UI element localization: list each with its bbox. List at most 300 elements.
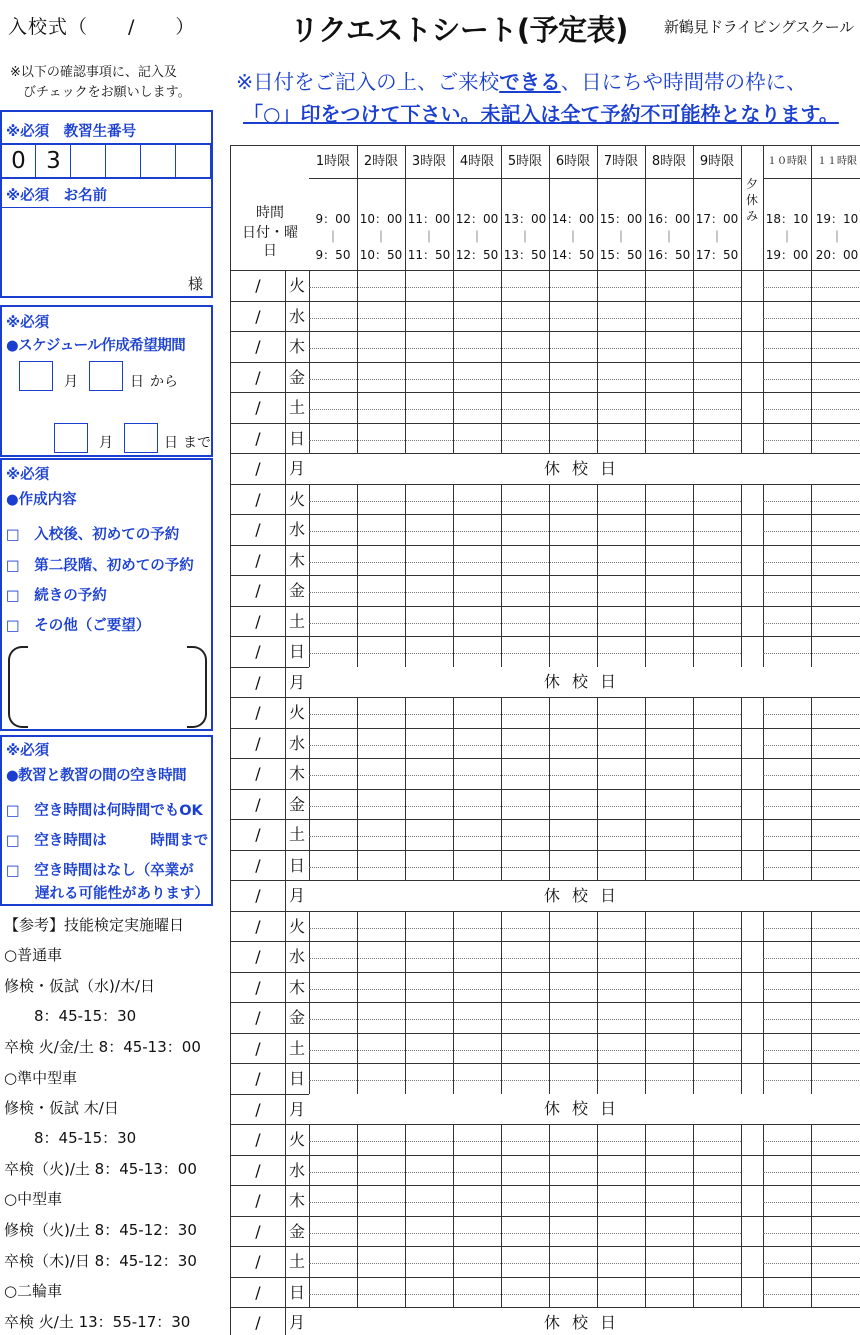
time-slot-cell[interactable]	[501, 1033, 549, 1064]
time-slot-cell[interactable]	[357, 1185, 405, 1216]
time-slot-cell[interactable]	[501, 545, 549, 576]
time-slot-cell[interactable]	[549, 514, 597, 545]
time-slot-cell[interactable]	[405, 758, 453, 789]
date-input[interactable]: /	[255, 1069, 261, 1088]
time-slot-cell[interactable]	[597, 911, 645, 942]
time-slot-cell[interactable]	[693, 545, 741, 576]
time-slot-cell[interactable]	[549, 362, 597, 393]
time-slot-cell[interactable]	[811, 972, 860, 1003]
time-slot-cell[interactable]	[811, 728, 860, 759]
time-slot-cell[interactable]	[645, 1124, 693, 1155]
time-slot-cell[interactable]	[405, 1033, 453, 1064]
date-input[interactable]: /	[255, 611, 261, 631]
time-slot-cell[interactable]	[763, 1246, 811, 1277]
time-slot-cell[interactable]	[309, 1033, 357, 1064]
option-continue[interactable]: □ 続きの予約	[6, 588, 107, 604]
time-slot-cell[interactable]	[645, 331, 693, 362]
time-slot-cell[interactable]	[693, 1277, 741, 1308]
time-slot-cell[interactable]	[309, 941, 357, 972]
time-slot-cell[interactable]	[309, 606, 357, 637]
time-slot-cell[interactable]	[597, 575, 645, 606]
time-slot-cell[interactable]	[693, 331, 741, 362]
time-slot-cell[interactable]	[549, 1063, 597, 1094]
time-slot-cell[interactable]	[453, 1063, 501, 1094]
time-slot-cell[interactable]	[453, 1185, 501, 1216]
time-slot-cell[interactable]	[405, 636, 453, 667]
time-slot-cell[interactable]	[811, 423, 860, 454]
time-slot-cell[interactable]	[549, 1033, 597, 1064]
date-input[interactable]: /	[255, 306, 261, 326]
time-slot-cell[interactable]	[309, 819, 357, 850]
date-input[interactable]: /	[255, 886, 261, 905]
time-slot-cell[interactable]	[645, 850, 693, 881]
time-slot-cell[interactable]	[501, 1185, 549, 1216]
time-slot-cell[interactable]	[357, 728, 405, 759]
time-slot-cell[interactable]	[645, 972, 693, 1003]
date-input[interactable]: /	[255, 733, 261, 753]
time-slot-cell[interactable]	[309, 850, 357, 881]
time-slot-cell[interactable]	[357, 270, 405, 301]
time-slot-cell[interactable]	[645, 1185, 693, 1216]
time-slot-cell[interactable]	[693, 789, 741, 820]
time-slot-cell[interactable]	[693, 575, 741, 606]
time-slot-cell[interactable]	[597, 1155, 645, 1186]
time-slot-cell[interactable]	[501, 972, 549, 1003]
time-slot-cell[interactable]	[309, 484, 357, 515]
time-slot-cell[interactable]	[309, 1063, 357, 1094]
time-slot-cell[interactable]	[549, 606, 597, 637]
time-slot-cell[interactable]	[811, 392, 860, 423]
time-slot-cell[interactable]	[357, 301, 405, 332]
time-slot-cell[interactable]	[645, 1002, 693, 1033]
time-slot-cell[interactable]	[763, 606, 811, 637]
student-number-field[interactable]	[0, 143, 213, 179]
time-slot-cell[interactable]	[645, 484, 693, 515]
time-slot-cell[interactable]	[763, 758, 811, 789]
time-slot-cell[interactable]	[597, 392, 645, 423]
date-input[interactable]: /	[255, 1160, 261, 1180]
student-number-digit[interactable]	[177, 145, 211, 177]
time-slot-cell[interactable]	[645, 941, 693, 972]
time-slot-cell[interactable]	[549, 423, 597, 454]
time-slot-cell[interactable]	[693, 606, 741, 637]
time-slot-cell[interactable]	[405, 1216, 453, 1247]
time-slot-cell[interactable]	[597, 362, 645, 393]
option-first-reservation[interactable]: □ 入校後、初めての予約	[6, 527, 180, 543]
time-slot-cell[interactable]	[357, 575, 405, 606]
time-slot-cell[interactable]	[501, 819, 549, 850]
option-second-stage[interactable]: □ 第二段階、初めての予約	[6, 558, 194, 574]
start-day-input[interactable]	[89, 361, 123, 391]
time-slot-cell[interactable]	[453, 941, 501, 972]
student-number-digit[interactable]	[107, 145, 141, 177]
date-input[interactable]: /	[255, 1221, 261, 1241]
time-slot-cell[interactable]	[501, 514, 549, 545]
time-slot-cell[interactable]	[501, 270, 549, 301]
time-slot-cell[interactable]	[357, 423, 405, 454]
time-slot-cell[interactable]	[405, 728, 453, 759]
time-slot-cell[interactable]	[811, 606, 860, 637]
time-slot-cell[interactable]	[309, 636, 357, 667]
time-slot-cell[interactable]	[693, 270, 741, 301]
time-slot-cell[interactable]	[645, 1277, 693, 1308]
time-slot-cell[interactable]	[645, 423, 693, 454]
time-slot-cell[interactable]	[597, 301, 645, 332]
time-slot-cell[interactable]	[309, 697, 357, 728]
time-slot-cell[interactable]	[405, 911, 453, 942]
time-slot-cell[interactable]	[693, 392, 741, 423]
time-slot-cell[interactable]	[597, 1185, 645, 1216]
date-input[interactable]: /	[255, 1130, 261, 1149]
time-slot-cell[interactable]	[597, 941, 645, 972]
time-slot-cell[interactable]	[763, 1185, 811, 1216]
time-slot-cell[interactable]	[597, 514, 645, 545]
date-input[interactable]: /	[255, 1313, 261, 1332]
date-input[interactable]: /	[255, 642, 261, 661]
date-input[interactable]: /	[255, 916, 261, 936]
time-slot-cell[interactable]	[763, 911, 811, 942]
time-slot-cell[interactable]	[309, 1124, 357, 1155]
date-input[interactable]: /	[255, 520, 261, 539]
end-day-input[interactable]	[124, 423, 158, 453]
time-slot-cell[interactable]	[309, 1277, 357, 1308]
time-slot-cell[interactable]	[693, 636, 741, 667]
time-slot-cell[interactable]	[309, 911, 357, 942]
time-slot-cell[interactable]	[357, 972, 405, 1003]
time-slot-cell[interactable]	[549, 850, 597, 881]
time-slot-cell[interactable]	[597, 697, 645, 728]
time-slot-cell[interactable]	[693, 1216, 741, 1247]
time-slot-cell[interactable]	[597, 758, 645, 789]
time-slot-cell[interactable]	[693, 911, 741, 942]
date-input[interactable]: /	[255, 428, 261, 448]
time-slot-cell[interactable]	[453, 545, 501, 576]
gap-option-limit[interactable]: □ 空き時間は 時間まで	[6, 833, 209, 849]
time-slot-cell[interactable]	[357, 1155, 405, 1186]
time-slot-cell[interactable]	[811, 1063, 860, 1094]
time-slot-cell[interactable]	[453, 270, 501, 301]
date-input[interactable]: /	[255, 489, 261, 509]
time-slot-cell[interactable]	[645, 575, 693, 606]
time-slot-cell[interactable]	[453, 850, 501, 881]
time-slot-cell[interactable]	[811, 1246, 860, 1277]
time-slot-cell[interactable]	[549, 1185, 597, 1216]
time-slot-cell[interactable]	[645, 1216, 693, 1247]
time-slot-cell[interactable]	[501, 758, 549, 789]
time-slot-cell[interactable]	[501, 941, 549, 972]
time-slot-cell[interactable]	[811, 636, 860, 667]
time-slot-cell[interactable]	[453, 789, 501, 820]
time-slot-cell[interactable]	[357, 941, 405, 972]
time-slot-cell[interactable]	[693, 301, 741, 332]
time-slot-cell[interactable]	[453, 1033, 501, 1064]
time-slot-cell[interactable]	[763, 301, 811, 332]
time-slot-cell[interactable]	[693, 1155, 741, 1186]
time-slot-cell[interactable]	[501, 1002, 549, 1033]
time-slot-cell[interactable]	[501, 636, 549, 667]
time-slot-cell[interactable]	[693, 850, 741, 881]
time-slot-cell[interactable]	[501, 575, 549, 606]
date-input[interactable]: /	[255, 1191, 261, 1210]
time-slot-cell[interactable]	[501, 362, 549, 393]
time-slot-cell[interactable]	[405, 819, 453, 850]
time-slot-cell[interactable]	[453, 392, 501, 423]
end-month-input[interactable]	[54, 423, 88, 453]
option-other[interactable]: □ その他（ご要望）	[6, 618, 151, 634]
time-slot-cell[interactable]	[453, 362, 501, 393]
time-slot-cell[interactable]	[405, 270, 453, 301]
time-slot-cell[interactable]	[357, 1246, 405, 1277]
time-slot-cell[interactable]	[549, 575, 597, 606]
time-slot-cell[interactable]	[501, 728, 549, 759]
time-slot-cell[interactable]	[597, 819, 645, 850]
time-slot-cell[interactable]	[309, 1216, 357, 1247]
time-slot-cell[interactable]	[693, 972, 741, 1003]
time-slot-cell[interactable]	[645, 392, 693, 423]
time-slot-cell[interactable]	[309, 331, 357, 362]
time-slot-cell[interactable]	[357, 758, 405, 789]
time-slot-cell[interactable]	[811, 1277, 860, 1308]
time-slot-cell[interactable]	[763, 850, 811, 881]
time-slot-cell[interactable]	[453, 1216, 501, 1247]
time-slot-cell[interactable]	[453, 575, 501, 606]
time-slot-cell[interactable]	[763, 1002, 811, 1033]
time-slot-cell[interactable]	[645, 362, 693, 393]
time-slot-cell[interactable]	[309, 362, 357, 393]
date-input[interactable]: /	[255, 367, 261, 387]
time-slot-cell[interactable]	[357, 789, 405, 820]
time-slot-cell[interactable]	[811, 789, 860, 820]
date-input[interactable]: /	[255, 947, 261, 966]
time-slot-cell[interactable]	[357, 606, 405, 637]
time-slot-cell[interactable]	[501, 1063, 549, 1094]
time-slot-cell[interactable]	[693, 484, 741, 515]
time-slot-cell[interactable]	[763, 484, 811, 515]
time-slot-cell[interactable]	[763, 1216, 811, 1247]
time-slot-cell[interactable]	[405, 941, 453, 972]
time-slot-cell[interactable]	[453, 728, 501, 759]
time-slot-cell[interactable]	[763, 575, 811, 606]
time-slot-cell[interactable]	[693, 1002, 741, 1033]
time-slot-cell[interactable]	[357, 850, 405, 881]
time-slot-cell[interactable]	[811, 1124, 860, 1155]
time-slot-cell[interactable]	[549, 331, 597, 362]
time-slot-cell[interactable]	[693, 362, 741, 393]
time-slot-cell[interactable]	[501, 789, 549, 820]
time-slot-cell[interactable]	[763, 728, 811, 759]
time-slot-cell[interactable]	[453, 1124, 501, 1155]
time-slot-cell[interactable]	[597, 972, 645, 1003]
time-slot-cell[interactable]	[309, 1002, 357, 1033]
time-slot-cell[interactable]	[453, 972, 501, 1003]
time-slot-cell[interactable]	[645, 301, 693, 332]
time-slot-cell[interactable]	[357, 1277, 405, 1308]
date-input[interactable]: /	[255, 703, 261, 722]
time-slot-cell[interactable]	[549, 484, 597, 515]
time-slot-cell[interactable]	[763, 514, 811, 545]
time-slot-cell[interactable]	[501, 331, 549, 362]
date-input[interactable]: /	[255, 1038, 261, 1058]
time-slot-cell[interactable]	[309, 301, 357, 332]
request-input[interactable]	[30, 650, 185, 726]
date-input[interactable]: /	[255, 1252, 261, 1271]
time-slot-cell[interactable]	[597, 728, 645, 759]
time-slot-cell[interactable]	[693, 1033, 741, 1064]
time-slot-cell[interactable]	[549, 972, 597, 1003]
time-slot-cell[interactable]	[453, 1246, 501, 1277]
time-slot-cell[interactable]	[357, 1216, 405, 1247]
time-slot-cell[interactable]	[693, 697, 741, 728]
time-slot-cell[interactable]	[645, 545, 693, 576]
time-slot-cell[interactable]	[645, 1033, 693, 1064]
time-slot-cell[interactable]	[811, 1185, 860, 1216]
time-slot-cell[interactable]	[811, 1155, 860, 1186]
time-slot-cell[interactable]	[763, 1063, 811, 1094]
date-input[interactable]: /	[255, 398, 261, 417]
date-input[interactable]: /	[255, 672, 261, 692]
time-slot-cell[interactable]	[597, 545, 645, 576]
time-slot-cell[interactable]	[453, 484, 501, 515]
time-slot-cell[interactable]	[693, 1185, 741, 1216]
time-slot-cell[interactable]	[549, 301, 597, 332]
time-slot-cell[interactable]	[645, 728, 693, 759]
time-slot-cell[interactable]	[405, 362, 453, 393]
time-slot-cell[interactable]	[501, 911, 549, 942]
time-slot-cell[interactable]	[597, 1277, 645, 1308]
date-input[interactable]: /	[255, 581, 261, 600]
date-input[interactable]: /	[255, 855, 261, 875]
time-slot-cell[interactable]	[811, 758, 860, 789]
student-number-digit[interactable]: 3	[37, 145, 71, 177]
time-slot-cell[interactable]	[405, 1246, 453, 1277]
time-slot-cell[interactable]	[501, 1155, 549, 1186]
time-slot-cell[interactable]	[405, 575, 453, 606]
student-number-digit[interactable]	[142, 145, 176, 177]
time-slot-cell[interactable]	[645, 1155, 693, 1186]
time-slot-cell[interactable]	[405, 331, 453, 362]
time-slot-cell[interactable]	[549, 1155, 597, 1186]
time-slot-cell[interactable]	[549, 270, 597, 301]
time-slot-cell[interactable]	[763, 819, 811, 850]
time-slot-cell[interactable]	[501, 484, 549, 515]
time-slot-cell[interactable]	[645, 1246, 693, 1277]
time-slot-cell[interactable]	[405, 972, 453, 1003]
time-slot-cell[interactable]	[645, 789, 693, 820]
time-slot-cell[interactable]	[645, 819, 693, 850]
gap-option-none[interactable]: □ 空き時間はなし（卒業が	[6, 863, 194, 879]
time-slot-cell[interactable]	[549, 1246, 597, 1277]
time-slot-cell[interactable]	[405, 1185, 453, 1216]
time-slot-cell[interactable]	[501, 1216, 549, 1247]
time-slot-cell[interactable]	[693, 758, 741, 789]
time-slot-cell[interactable]	[597, 1216, 645, 1247]
time-slot-cell[interactable]	[763, 1155, 811, 1186]
time-slot-cell[interactable]	[357, 697, 405, 728]
time-slot-cell[interactable]	[453, 636, 501, 667]
time-slot-cell[interactable]	[453, 758, 501, 789]
time-slot-cell[interactable]	[549, 545, 597, 576]
time-slot-cell[interactable]	[357, 545, 405, 576]
time-slot-cell[interactable]	[549, 1216, 597, 1247]
time-slot-cell[interactable]	[645, 758, 693, 789]
time-slot-cell[interactable]	[597, 270, 645, 301]
time-slot-cell[interactable]	[693, 728, 741, 759]
date-input[interactable]: /	[255, 550, 261, 570]
time-slot-cell[interactable]	[811, 514, 860, 545]
time-slot-cell[interactable]	[309, 1155, 357, 1186]
time-slot-cell[interactable]	[501, 301, 549, 332]
time-slot-cell[interactable]	[693, 1124, 741, 1155]
date-input[interactable]: /	[255, 1282, 261, 1302]
time-slot-cell[interactable]	[309, 270, 357, 301]
time-slot-cell[interactable]	[501, 423, 549, 454]
student-number-digit[interactable]: 0	[2, 145, 36, 177]
time-slot-cell[interactable]	[549, 697, 597, 728]
time-slot-cell[interactable]	[405, 1155, 453, 1186]
time-slot-cell[interactable]	[357, 636, 405, 667]
time-slot-cell[interactable]	[811, 697, 860, 728]
time-slot-cell[interactable]	[453, 911, 501, 942]
time-slot-cell[interactable]	[693, 423, 741, 454]
time-slot-cell[interactable]	[453, 1155, 501, 1186]
date-input[interactable]: /	[255, 1008, 261, 1027]
time-slot-cell[interactable]	[645, 697, 693, 728]
time-slot-cell[interactable]	[405, 697, 453, 728]
date-input[interactable]: /	[255, 337, 261, 356]
time-slot-cell[interactable]	[549, 911, 597, 942]
time-slot-cell[interactable]	[405, 423, 453, 454]
time-slot-cell[interactable]	[309, 392, 357, 423]
student-number-digit[interactable]	[72, 145, 106, 177]
time-slot-cell[interactable]	[501, 850, 549, 881]
time-slot-cell[interactable]	[405, 301, 453, 332]
time-slot-cell[interactable]	[357, 484, 405, 515]
time-slot-cell[interactable]	[763, 423, 811, 454]
time-slot-cell[interactable]	[597, 1002, 645, 1033]
time-slot-cell[interactable]	[309, 1185, 357, 1216]
time-slot-cell[interactable]	[549, 1277, 597, 1308]
date-input[interactable]: /	[255, 825, 261, 844]
time-slot-cell[interactable]	[811, 1216, 860, 1247]
time-slot-cell[interactable]	[453, 331, 501, 362]
time-slot-cell[interactable]	[453, 819, 501, 850]
time-slot-cell[interactable]	[405, 850, 453, 881]
time-slot-cell[interactable]	[549, 758, 597, 789]
time-slot-cell[interactable]	[763, 941, 811, 972]
time-slot-cell[interactable]	[763, 1124, 811, 1155]
time-slot-cell[interactable]	[501, 392, 549, 423]
time-slot-cell[interactable]	[811, 484, 860, 515]
time-slot-cell[interactable]	[693, 819, 741, 850]
time-slot-cell[interactable]	[501, 606, 549, 637]
time-slot-cell[interactable]	[645, 270, 693, 301]
time-slot-cell[interactable]	[763, 636, 811, 667]
time-slot-cell[interactable]	[763, 1277, 811, 1308]
time-slot-cell[interactable]	[645, 1063, 693, 1094]
date-input[interactable]: /	[255, 1099, 261, 1119]
time-slot-cell[interactable]	[811, 362, 860, 393]
time-slot-cell[interactable]	[549, 728, 597, 759]
time-slot-cell[interactable]	[763, 972, 811, 1003]
time-slot-cell[interactable]	[811, 1033, 860, 1064]
time-slot-cell[interactable]	[811, 270, 860, 301]
date-input[interactable]: /	[255, 794, 261, 814]
time-slot-cell[interactable]	[501, 1124, 549, 1155]
date-input[interactable]: /	[255, 764, 261, 783]
time-slot-cell[interactable]	[357, 392, 405, 423]
time-slot-cell[interactable]	[453, 514, 501, 545]
time-slot-cell[interactable]	[597, 636, 645, 667]
